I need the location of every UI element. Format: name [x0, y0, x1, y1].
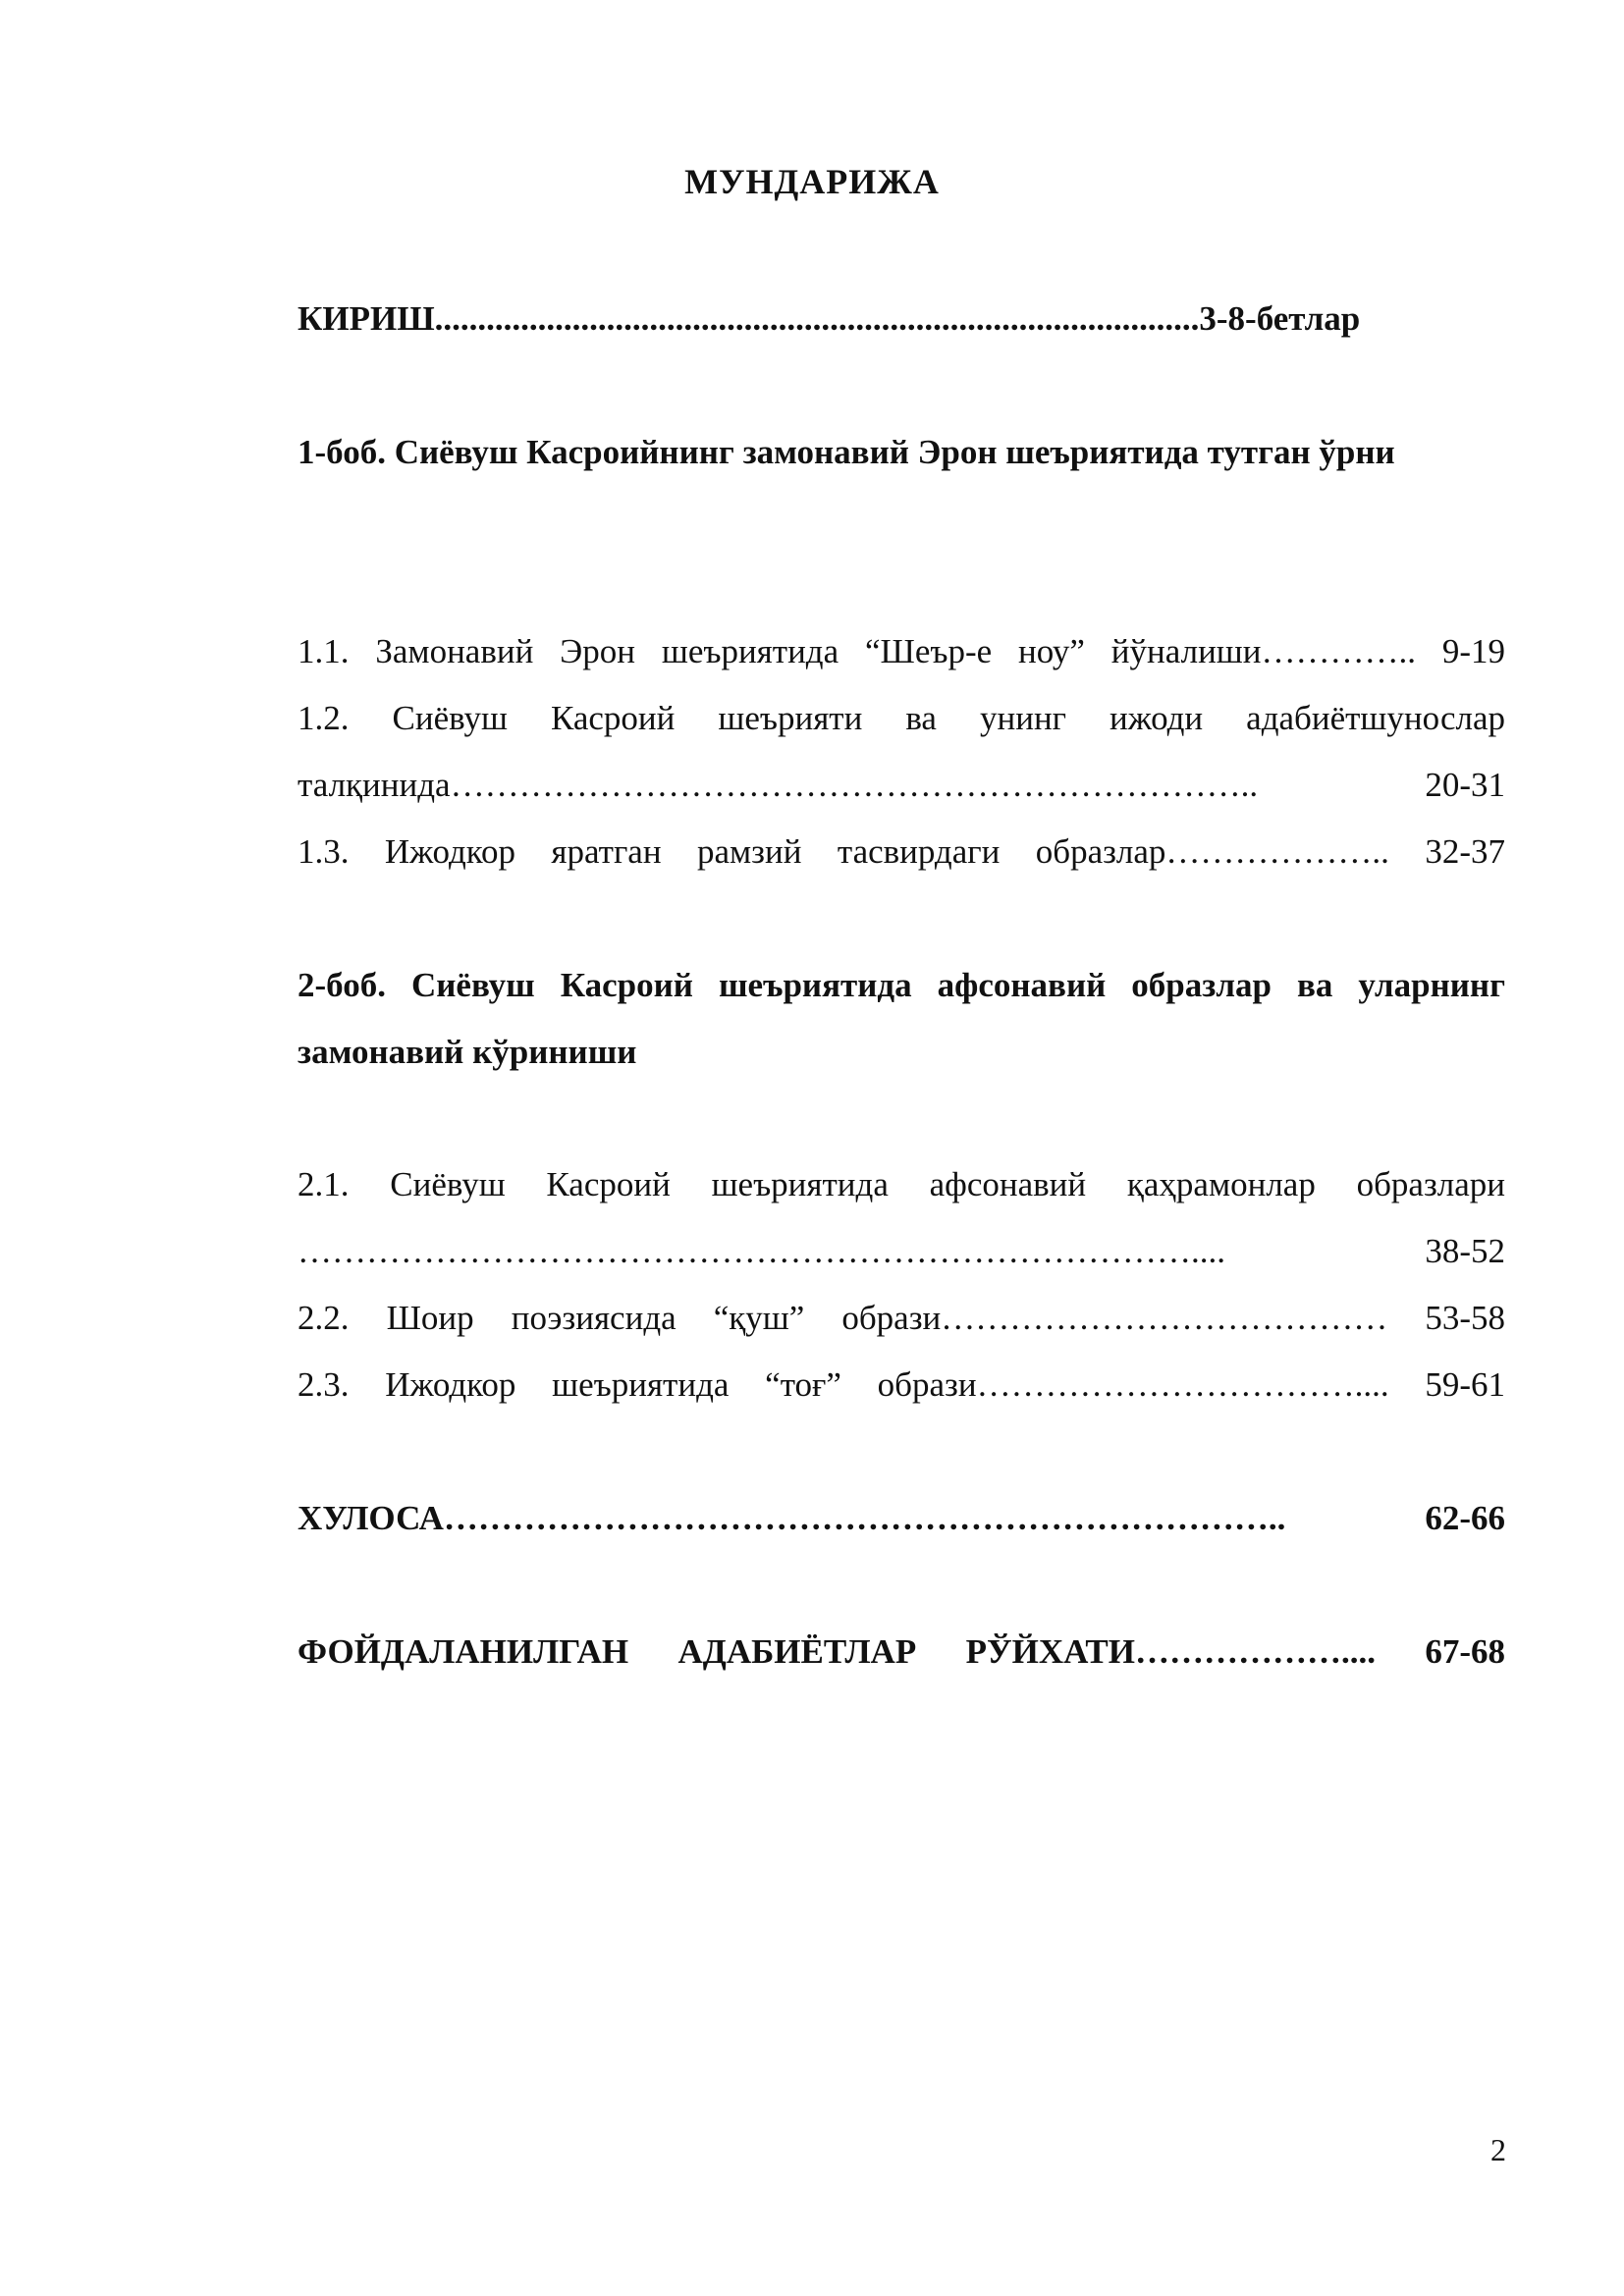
toc-entry-references: ФОЙДАЛАНИЛГАН АДАБИЁТЛАР РЎЙХАТИ……………….... 67-68	[298, 1632, 1505, 1671]
toc-entry-intro-text: КИРИШ.........................................................................................3-8-бетлар	[298, 299, 1361, 338]
page-title: МУНДАРИЖА	[684, 162, 940, 201]
toc-entry-1-2-line2: талқинида…………………………………………………………….. 20-31	[298, 766, 1505, 804]
toc-entry-1-2-line1: 1.2. Сиёвуш Касроий шеърияти ва унинг ижоди адабиётшунослар	[298, 699, 1505, 737]
toc-entry-1-3: 1.3. Ижодкор яратган рамзий тасвирдаги образлар……………….. 32-37	[298, 832, 1505, 871]
toc-chapter-1-heading: 1-боб. Сиёвуш Касроийнинг замонавий Эрон шеъриятида тутган ўрни	[298, 433, 1395, 471]
toc-entry-intro	[298, 286, 1505, 352]
toc-entry-2-1-line1: 2.1. Сиёвуш Касроий шеъриятида афсонавий қаҳрамонлар образлари	[298, 1165, 1505, 1203]
toc-entry-2-3: 2.3. Ижодкор шеъриятида “тоғ” образи…………………………….... 59-61	[298, 1365, 1505, 1404]
toc-entry-2-1-line2: …………………………………………………………………….... 38-52	[298, 1232, 1505, 1270]
toc-entry-conclusion: ХУЛОСА……………………………………………………………….. 62-66	[298, 1499, 1505, 1537]
toc-entry-2-2: 2.2. Шоир поэзиясида “қуш” образи………………………………… 53-58	[298, 1299, 1505, 1337]
toc-entry-1-1: 1.1. Замонавий Эрон шеъриятида “Шеър-е ноу” йўналиши………….. 9-19	[298, 632, 1505, 670]
page-number: 2	[1490, 2132, 1506, 2167]
toc-chapter-2-heading: 2-боб. Сиёвуш Касроий шеъриятида афсонавий образлар ва уларнинг замонавий кўриниши	[298, 966, 1505, 1071]
